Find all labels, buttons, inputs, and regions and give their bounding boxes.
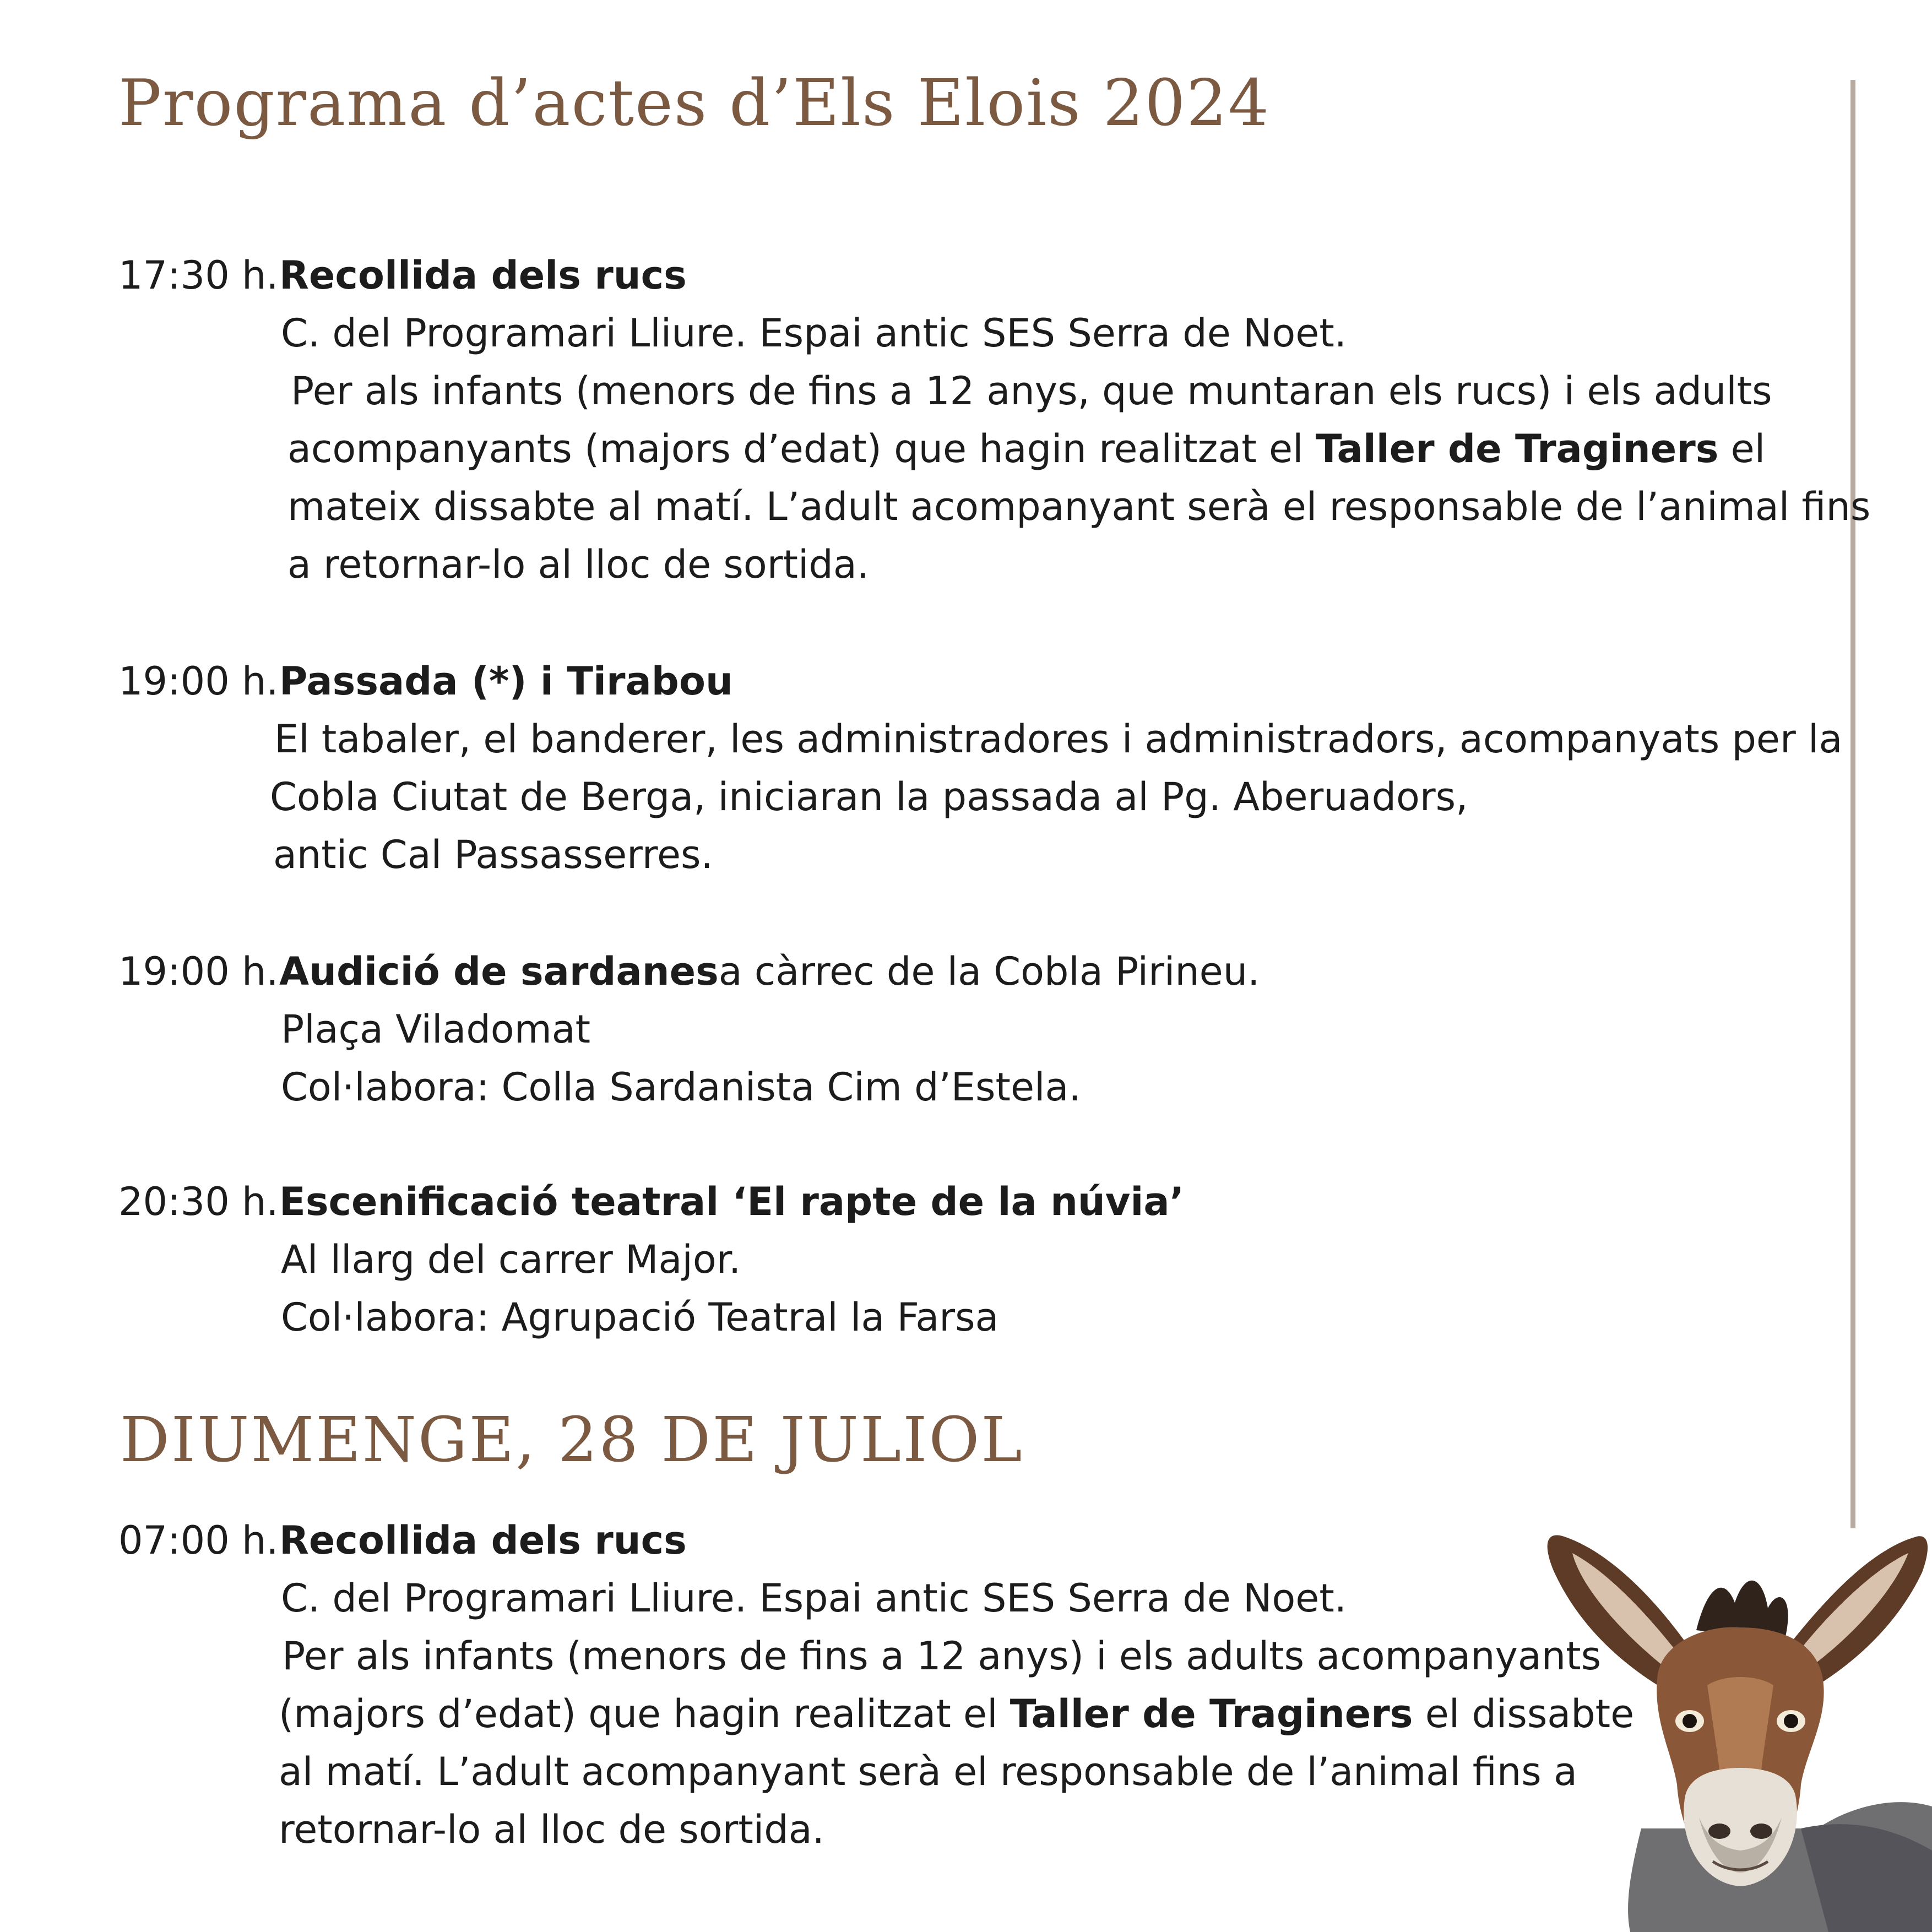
- event-desc-line: Per als infants (menors de fins a 12 anys) i els adults acompanyants: [282, 1633, 1602, 1679]
- event-headline: Escenificació teatral ‘El rapte de la núvia’: [279, 1179, 1185, 1224]
- event-desc-line: Cobla Ciutat de Berga, iniciaran la passada al Pg. Aberuadors,: [270, 774, 1468, 820]
- event-desc-line: mateix dissabte al matí. L’adult acompanyant serà el responsable de l’animal fins: [287, 484, 1871, 529]
- page-title: Programa d’actes d’Els Elois 2024: [118, 66, 1270, 140]
- event-desc-line: antic Cal Passasserres.: [273, 832, 713, 877]
- event-location: C. del Programari Lliure. Espai antic SES Serra de Noet.: [281, 311, 1347, 356]
- event-desc-line: al matí. L’adult acompanyant serà el responsable de l’animal fins a: [279, 1749, 1577, 1794]
- event-collaborator: Col·labora: Agrupació Teatral la Farsa: [281, 1295, 999, 1340]
- event-desc-line: Per als infants (menors de fins a 12 anys, que muntaran els rucs) i els adults: [291, 368, 1772, 414]
- event-headline: Audició de sardanes: [279, 949, 719, 994]
- event-time: 20:30 h.: [118, 1179, 279, 1224]
- event-headline: Recollida dels rucs: [279, 1518, 687, 1563]
- event-1: [118, 247, 1870, 594]
- event-time: 19:00 h.: [118, 949, 279, 994]
- event-collaborator: Col·labora: Colla Sardanista Cim d’Estela.: [281, 1065, 1081, 1110]
- event-time: 19:00 h.: [118, 659, 279, 704]
- event-2: [118, 653, 1842, 884]
- event-headline: Recollida dels rucs: [279, 253, 687, 298]
- event-desc-line: acompanyants (majors d’edat) que hagin realitzat el Taller de Traginers el: [287, 426, 1766, 471]
- event-desc-line: retornar-lo al lloc de sortida.: [279, 1807, 824, 1852]
- section-title: DIUMENGE, 28 DE JULIOL: [120, 1404, 1024, 1476]
- event-location: Plaça Viladomat: [281, 1007, 591, 1052]
- event-desc-line: El tabaler, el banderer, les administradores i administradors, acompanyats per la: [274, 717, 1843, 762]
- event-headline: Passada (*) i Tirabou: [279, 659, 733, 704]
- event-desc-line: a retornar-lo al lloc de sortida.: [287, 542, 869, 587]
- event-location: Al llarg del carrer Major.: [281, 1237, 741, 1282]
- event-3: [118, 943, 1260, 1116]
- event-location: C. del Programari Lliure. Espai antic SES Serra de Noet.: [281, 1576, 1347, 1621]
- workshop-name: Taller de Traginers: [1010, 1691, 1413, 1736]
- event-4: [118, 1173, 1184, 1347]
- event-5: [118, 1512, 1634, 1859]
- donkey-illustration: [1542, 1520, 1932, 1932]
- event-time: 07:00 h.: [118, 1518, 279, 1563]
- event-headline-rest: a càrrec de la Cobla Pirineu.: [718, 949, 1260, 994]
- event-time: 17:30 h.: [118, 253, 279, 298]
- event-desc-line: (majors d’edat) que hagin realitzat el Taller de Traginers el dissabte: [279, 1691, 1635, 1736]
- workshop-name: Taller de Traginers: [1315, 426, 1719, 471]
